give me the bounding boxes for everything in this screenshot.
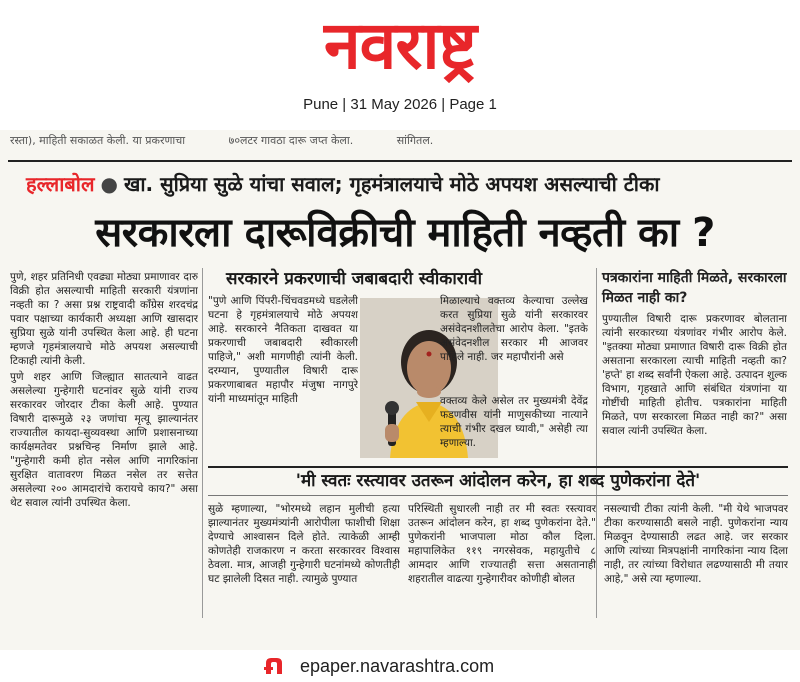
col2-para-1: "पुणे आणि पिंपरी-चिंचवडमध्ये घडलेली घटना हे गृहमंत्रालयाचे मोठे अपयश आहे. सरकारने नैतिकता दाखवत या प्रकरणाची जबाबदारी स्वीकारली पाहिजे," अशी मागणीही त्यांनी केली. दरम्यान, पुण्यातील विषारी दारू प्रकरणाबाबत महापौर मंजुषा नागपुरे यांनी माध्यमांतून माहिती (208, 295, 358, 405)
column-divider (202, 268, 203, 618)
prev-text-1: रस्ता), माहिती सकाळत केली. या प्रकरणाचा (10, 134, 186, 147)
headline: सरकारला दारूविक्रीची माहिती नव्हती का ? (95, 210, 715, 256)
col7-para-1: नसल्याची टीका त्यांनी केली. "मी येथे भाजपवर टीका करण्यासाठी बसले नाही. पुणेकरांना न्याय मिळवून देण्यासाठी लढत आहे. जर सरकार आणि त्यांच्या मित्रपक्षांनी नागरिकांना न्याय दिला नाही, तर त्यांच्या विरोधात लढण्यासाठी मी तयार आहे," असे त्या म्हणाल्या. (604, 503, 788, 585)
column-5 (208, 502, 400, 622)
column-3-lower (440, 394, 588, 464)
subhead-responsibility: सरकारने प्रकरणाची जबाबदारी स्वीकारावी (226, 269, 482, 289)
kicker (26, 168, 660, 200)
column-2 (208, 294, 358, 460)
quote-subhead: 'मी स्वतः रस्त्यावर उतरून आंदोलन करेन, हा शब्द पुणेकरांना देते' (295, 471, 701, 491)
column-4 (602, 312, 787, 492)
col6-para-1: परिस्थिती सुधारली नाही तर मी स्वतः रस्त्यावर उतरून आंदोलन करेन, हा शब्द पुणेकरांना देते." पुणेकरांनी भाजपाला मोठा कौल दिला. महापालिकेत ११९ नगरसेवक, महायुतीचे ८ आमदार आणि राज्यातही सत्ता असतानाही शहरातील वाढत्या गुन्हेगारीवर कोणीही बोलत (408, 503, 596, 585)
previous-article-strip (0, 130, 800, 152)
footer (0, 650, 800, 682)
column-3 (440, 294, 588, 394)
col4-para-1: पुण्यातील विषारी दारू प्रकरणावर बोलताना त्यांनी सरकारच्या यंत्रणांवर गंभीर आरोप केले. "इतक्या मोठ्या प्रमाणात विषारी दारू विक्री होत असताना सरकारला त्याची माहिती नव्हती का? 'हप्ते' हा शब्द सर्वांनी ऐकला आहे. उत्पादन शुल्क विभाग, गृहखाते आणि संबंधित यंत्रणांना या गोष्टींची माहिती होतीच. पत्रकारांना माहिती मिळते, पण सरकारला मिळत नाही का?" असा सवाल त्यांनी उपस्थित केला. (602, 313, 787, 437)
bullet-icon: ● (100, 172, 118, 196)
brand-logo: नवराष्ट्र (324, 7, 476, 84)
dateline: Pune | 31 May 2026 | Page 1 (303, 96, 497, 113)
prev-text-2: ७०लटर गावठा दारू जप्त केला. (228, 134, 354, 147)
col3b-para-1: वक्तव्य केले असेल तर मुख्यमंत्री देवेंद्र फडणवीस यांनी माणुसकीच्या नात्याने त्याची गंभीर दखल घ्यावी," असेही त्या म्हणाल्या. (440, 395, 588, 449)
col3-para-1: मिळाल्याचे वक्तव्य केल्याचा उल्लेख करत सुप्रिया सुळे यांनी सरकारवर असंवेदनशीलतेचा आरोप केला. "इतके असंवेदनशील सरकार मी आजवर पाहिले नाही. जर महापौरांनी असे (440, 295, 588, 363)
epaper-link[interactable]: epaper.navarashtra.com (300, 656, 495, 676)
top-rule (8, 160, 792, 162)
column-6 (408, 502, 596, 622)
masthead (0, 0, 800, 130)
col5-para-1: सुळे म्हणाल्या, "भोरमध्ये लहान मुलीची हत्या झाल्यानंतर मुख्यमंत्र्यांनी आरोपीला फाशीची शिक्षा देण्याचे आश्वासन दिले होते. त्याकेळी आम्ही कोणतेही राजकारण न करता सरकारवर विश्वास ठेवला. मात्र, आजही गुन्हेगारी घटनांमध्ये कोणतीही घट झालेली दिसत नाही. त्यामुळे पुण्यात (208, 503, 400, 585)
newspaper-clipping (0, 130, 800, 650)
col1-para-2: पुणे शहर आणि जिल्ह्यात सातत्याने वाढत असलेल्या गुन्हेगारी घटनांवर सुळे यांनी राज्य सरकारवर जोरदार टीका केली आहे. पुण्यात विषारी दारूमुळे २३ जणांचा मृत्यू झाल्यानंतर राज्यातील कायदा-सुव्यवस्था आणि प्रशासनाच्या कार्यक्षमतेवर प्रश्नचिन्ह निर्माण झाले आहे. "गुन्हेगारी कमी होत नसेल आणि नागरिकांना सुरक्षित वातावरण मिळत नसेल तर सत्तेत असलेल्या २०० आमदारांचे करायचे काय?" असा थेट सवाल त्यांनी उपस्थित केला. (10, 371, 198, 509)
col1-para-1: पुणे, शहर प्रतिनिधी एवढ्या मोठ्या प्रमाणावर दारु विक्री होत असल्याची माहिती सरकारी यंत्रणांना नव्हती का ? असा प्रश्न राष्ट्रवादी काँग्रेस शरदचंद्र पवार पक्षाच्या कार्यकारी अध्यक्षा आणि खासदार सुप्रिया सुळे यांनी उपस्थित केला आहे. ही घटना म्हणजे गृहमंत्रालयाचे मोठे अपयश असल्याची टिकाही त्यांनी केली. (10, 271, 198, 367)
quote-subhead-band (208, 466, 788, 496)
column-7 (604, 502, 788, 622)
subhead-journalists: पत्रकारांना माहिती मिळते, सरकारला मिळत नाही का? (602, 270, 787, 306)
navarashtra-logo-icon (262, 654, 286, 678)
prev-text-3: सांगितल. (396, 134, 434, 147)
kicker-text: खा. सुप्रिया सुळे यांचा सवाल; गृहमंत्रालयाचे मोठे अपयश असल्याची टीका (124, 172, 660, 196)
kicker-tag: हल्लाबोल (26, 172, 95, 196)
column-1 (10, 270, 198, 620)
column-divider-right (596, 268, 597, 618)
